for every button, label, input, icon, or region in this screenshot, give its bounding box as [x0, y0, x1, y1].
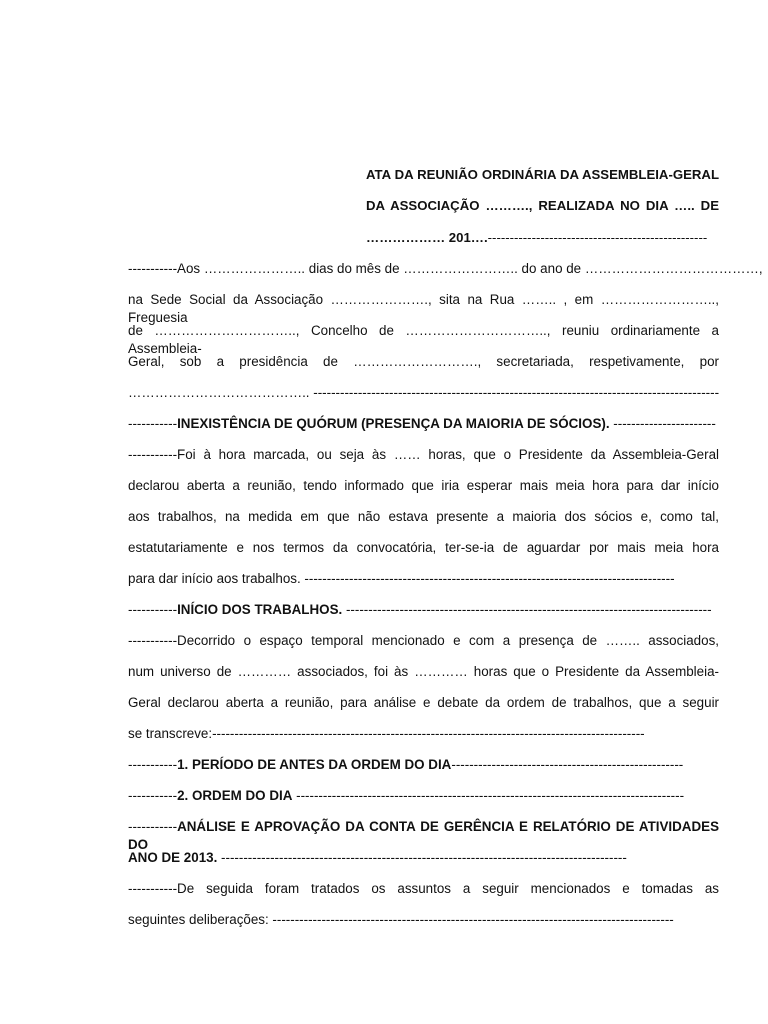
heading-text: ANO DE 2013.: [128, 850, 218, 865]
final-line-1: -----------De seguida foram tratados os assuntos a seguir mencionados e tomadas as: [128, 881, 719, 896]
heading-text: INEXISTÊNCIA DE QUÓRUM (PRESENÇA DA MAIORIA DE SÓCIOS).: [177, 416, 610, 431]
inicio-line-2: num universo de ………… associados, foi às ………… horas que o Presidente da Assembleia-: [128, 664, 719, 679]
title-line-3: [366, 229, 719, 247]
heading-dashes: -----------: [128, 819, 178, 834]
section-heading-1: [128, 756, 719, 774]
heading-text: 2. ORDEM DO DIA: [177, 788, 293, 803]
heading-text: ANÁLISE E APROVAÇÃO DA CONTA DE GERÊNCIA E RELATÓRIO DE ATIVIDADES DO: [128, 819, 719, 852]
inicio-line-1: -----------Decorrido o espaço temporal mencionado e com a presença de …….. associados,: [128, 633, 719, 648]
intro-line-2: na Sede Social da Associação …………………., sita na Rua …….. , em …………………….., Freguesia: [128, 292, 719, 325]
heading-dashes: -----------: [128, 602, 178, 617]
intro-line-1: -----------Aos ………………….. dias do mês de …………………….. do ano de …………………………………,: [128, 261, 763, 276]
heading-text: INÍCIO DOS TRABALHOS.: [177, 602, 343, 617]
section-heading-2: [128, 787, 719, 805]
intro-line-3: de ………………………….., Concelho de ………………………….., reuniu ordinariamente a Assembleia-: [128, 323, 719, 356]
intro-line-4: Geral, sob a presidência de ………………………., secretariada, respetivamente, por: [128, 354, 719, 369]
heading-dashes: -----------------------: [609, 416, 716, 431]
section-heading-analise-line-1: [128, 818, 719, 852]
heading-dashes: ----------------------------------------------------------------------------------: [342, 602, 712, 617]
section-heading-analise-line-2: [128, 849, 719, 867]
section-heading-quorum: [128, 415, 719, 433]
inicio-line-3: Geral declarou aberta a reunião, para análise e debate da ordem de trabalhos, que a seguir: [128, 695, 719, 710]
intro-line-5: ………………………………….. -------------------------------------------------------------------------------------------: [128, 385, 720, 400]
heading-text: 1. PERÍODO DE ANTES DA ORDEM DO DIA: [177, 757, 452, 772]
inicio-line-4: se transcreve:-------------------------------------------------------------------------------------------------: [128, 726, 645, 741]
final-line-2: seguintes deliberações: ------------------------------------------------------------------------------------------: [128, 912, 674, 927]
quorum-line-1: -----------Foi à hora marcada, ou seja às …… horas, que o Presidente da Assembleia-Geral: [128, 447, 719, 462]
title-dashes: --------------------------------------------------: [487, 230, 708, 245]
quorum-line-5: para dar início aos trabalhos. -----------------------------------------------------------------------------------: [128, 571, 675, 586]
quorum-line-4: estatutariamente e nos termos da convocatória, ter-se-ia de aguardar por mais meia hora: [128, 540, 719, 555]
heading-dashes: ---------------------------------------------------------------------------------------: [292, 788, 685, 803]
quorum-line-2: declarou aberta a reunião, tendo informado que iria esperar mais meia hora para dar início: [128, 478, 719, 493]
heading-dashes: -----------: [128, 788, 178, 803]
heading-dashes: -----------: [128, 416, 178, 431]
quorum-line-3: aos trabalhos, na medida em que não estava presente a maioria dos sócios e, como tal,: [128, 509, 719, 524]
title-line-1: ATA DA REUNIÃO ORDINÁRIA DA ASSEMBLEIA-GERAL: [366, 167, 719, 182]
title-line-2: DA ASSOCIAÇÃO ………., REALIZADA NO DIA ….. DE: [366, 198, 719, 213]
heading-dashes: -------------------------------------------------------------------------------------------: [217, 850, 627, 865]
heading-dashes: ----------------------------------------------------: [451, 757, 684, 772]
section-heading-inicio: [128, 601, 719, 619]
heading-dashes: -----------: [128, 757, 178, 772]
title-date: ……………… 201….: [366, 230, 488, 245]
